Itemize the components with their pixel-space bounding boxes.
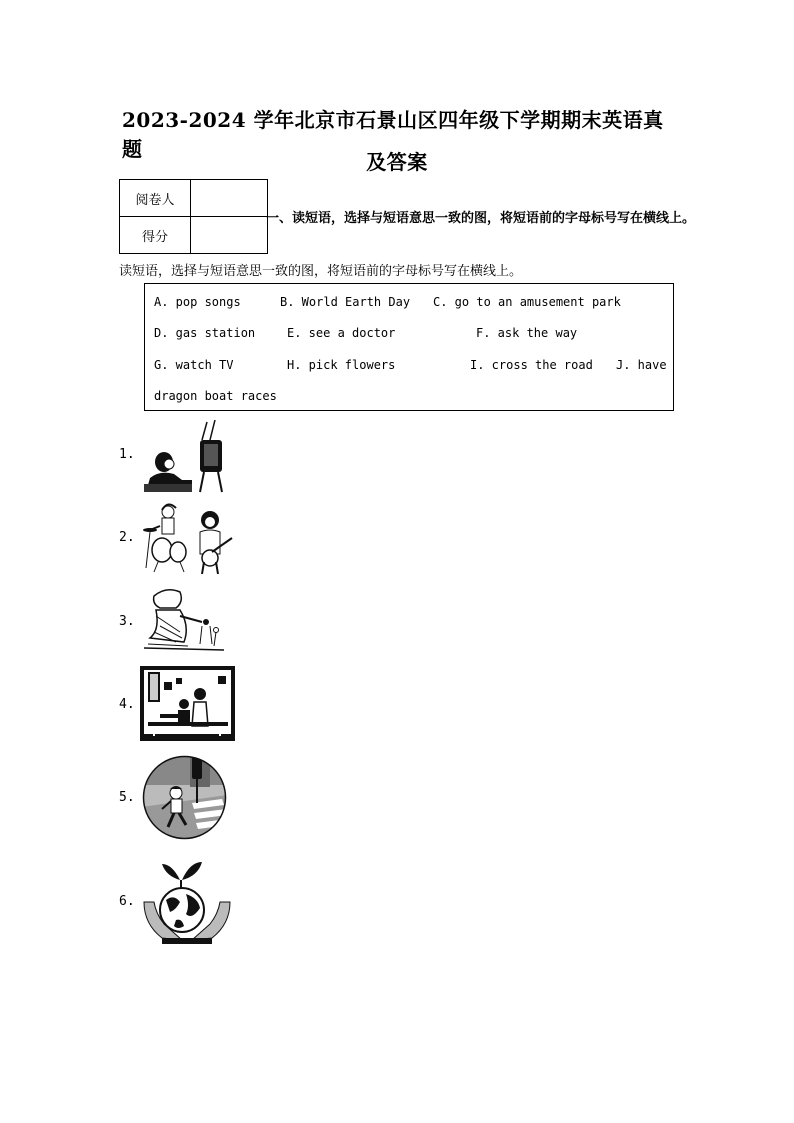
question-3-number: 3. — [119, 614, 135, 629]
pick-flowers-icon — [140, 586, 225, 658]
option-j-continued: dragon boat races — [154, 389, 277, 403]
option-j: J. have — [616, 358, 667, 372]
section-heading: 一、读短语，选择与短语意思一致的图，将短语前的字母标号写在横线上。 — [266, 211, 696, 226]
section-instruction: 读短语，选择与短语意思一致的图，将短语前的字母标号写在横线上。 — [119, 264, 523, 279]
band-music-icon — [140, 502, 235, 574]
score-label: 得分 — [120, 217, 191, 254]
score-table — [119, 179, 268, 254]
earth-hands-icon — [142, 858, 232, 946]
option-f: F. ask the way — [476, 326, 578, 340]
score-cell[interactable] — [191, 217, 268, 254]
watch-tv-icon — [140, 420, 225, 495]
question-2-number: 2. — [119, 530, 135, 545]
option-h: H. pick flowers — [287, 358, 396, 372]
document-title-line1: 2023-2024 学年北京市石景山区四年级下学期期末英语真题 — [122, 108, 664, 161]
option-i: I. cross the road — [470, 358, 593, 372]
question-4-number: 4. — [119, 697, 135, 712]
question-6-number: 6. — [119, 894, 135, 909]
option-e: E. see a doctor — [287, 326, 396, 340]
reviewer-label: 阅卷人 — [120, 180, 191, 217]
question-1-number: 1. — [119, 447, 135, 462]
option-d: D. gas station — [154, 326, 256, 340]
reviewer-cell[interactable] — [191, 180, 268, 217]
option-a: A. pop songs — [154, 295, 241, 309]
option-b: B. World Earth Day — [280, 295, 411, 309]
cross-road-icon — [142, 755, 227, 840]
doctor-visit-icon — [140, 666, 235, 741]
question-5-number: 5. — [119, 790, 135, 805]
options-box — [144, 283, 674, 411]
option-c: C. go to an amusement park — [433, 295, 621, 309]
option-g: G. watch TV — [154, 358, 234, 372]
document-title-line2: 及答案 — [366, 150, 428, 174]
